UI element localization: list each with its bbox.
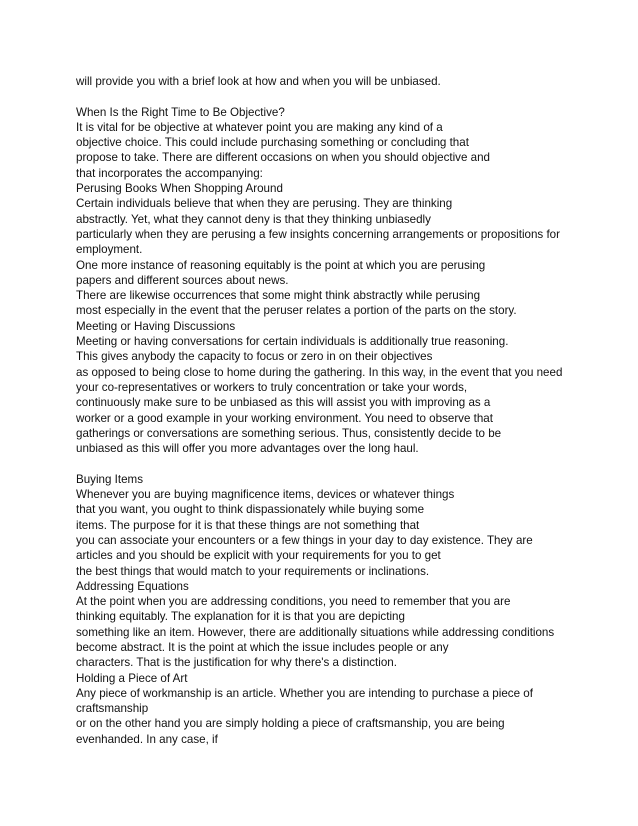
document-page [76, 74, 616, 747]
text-line: characters. That is the justification for why there's a distinction. [76, 656, 397, 670]
text-line: something like an item. However, there are additionally situations while addressing conditions [76, 625, 555, 639]
text-line: Certain individuals believe that when they are perusing. They are thinking [76, 197, 453, 211]
text-line: Any piece of workmanship is an article. Whether you are intending to purchase a piece of [76, 686, 533, 700]
text-line: your co-representatives or workers to truly concentration or take your words, [76, 380, 468, 394]
text-line: items. The purpose for it is that these things are not something that [76, 518, 420, 532]
text-line: When Is the Right Time to Be Objective? [76, 105, 285, 119]
text-line: Whenever you are buying magnificence items, devices or whatever things [76, 488, 455, 502]
text-line: continuously make sure to be unbiased as this will assist you with improving as a [76, 396, 491, 410]
text-line: abstractly. Yet, what they cannot deny is that they thinking unbiasedly [76, 212, 431, 226]
text-line: thinking equitably. The explanation for it is that you are depicting [76, 610, 405, 624]
text-line: Meeting or Having Discussions [76, 319, 236, 333]
text-line: you can associate your encounters or a few things in your day to day existence. They are [76, 533, 533, 547]
text-line: At the point when you are addressing conditions, you need to remember that you are [76, 595, 511, 609]
text-line: worker or a good example in your working environment. You need to observe that [76, 411, 493, 425]
text-line: as opposed to being close to home during the gathering. In this way, in the event that you need [76, 365, 563, 379]
text-line: Holding a Piece of Art [76, 671, 188, 685]
text-line: gatherings or conversations are something serious. Thus, consistently decide to be [76, 426, 502, 440]
paragraph-gap [76, 89, 616, 104]
text-line: articles and you should be explicit with your requirements for you to get [76, 549, 441, 563]
text-line: Addressing Equations [76, 579, 189, 593]
text-line: This gives anybody the capacity to focus or zero in on their objectives [76, 350, 433, 364]
text-line: evenhanded. In any case, if [76, 732, 218, 746]
text-line: become abstract. It is the point at which the issue includes people or any [76, 640, 449, 654]
text-line: particularly when they are perusing a few insights concerning arrangements or propositions for [76, 227, 560, 241]
text-line: There are likewise occurrences that some might think abstractly while perusing [76, 289, 481, 303]
text-line: or on the other hand you are simply holding a piece of craftsmanship, you are being [76, 717, 505, 731]
text-line: will provide you with a brief look at how and when you will be unbiased. [76, 75, 441, 88]
text-line: that you want, you ought to think dispassionately while buying some [76, 503, 425, 517]
text-line: propose to take. There are different occasions on when you should objective and [76, 151, 490, 165]
text-line: Perusing Books When Shopping Around [76, 182, 283, 196]
text-line: most especially in the event that the peruser relates a portion of the parts on the story. [76, 304, 517, 318]
text-line: One more instance of reasoning equitably is the point at which you are perusing [76, 258, 486, 272]
text-line: craftsmanship [76, 702, 149, 716]
text-line: It is vital for be objective at whatever point you are making any kind of a [76, 120, 443, 134]
text-line: objective choice. This could include purchasing something or concluding that [76, 136, 469, 150]
paragraph-gap [76, 456, 616, 471]
text-line: Buying Items [76, 472, 144, 486]
text-line: Meeting or having conversations for certain individuals is additionally true reasoning. [76, 335, 509, 349]
text-line: that incorporates the accompanying: [76, 166, 263, 180]
text-line: papers and different sources about news. [76, 273, 289, 287]
text-line: the best things that would match to your requirements or inclinations. [76, 564, 430, 578]
text-line: unbiased as this will offer you more advantages over the long haul. [76, 442, 419, 456]
text-line: employment. [76, 243, 143, 257]
